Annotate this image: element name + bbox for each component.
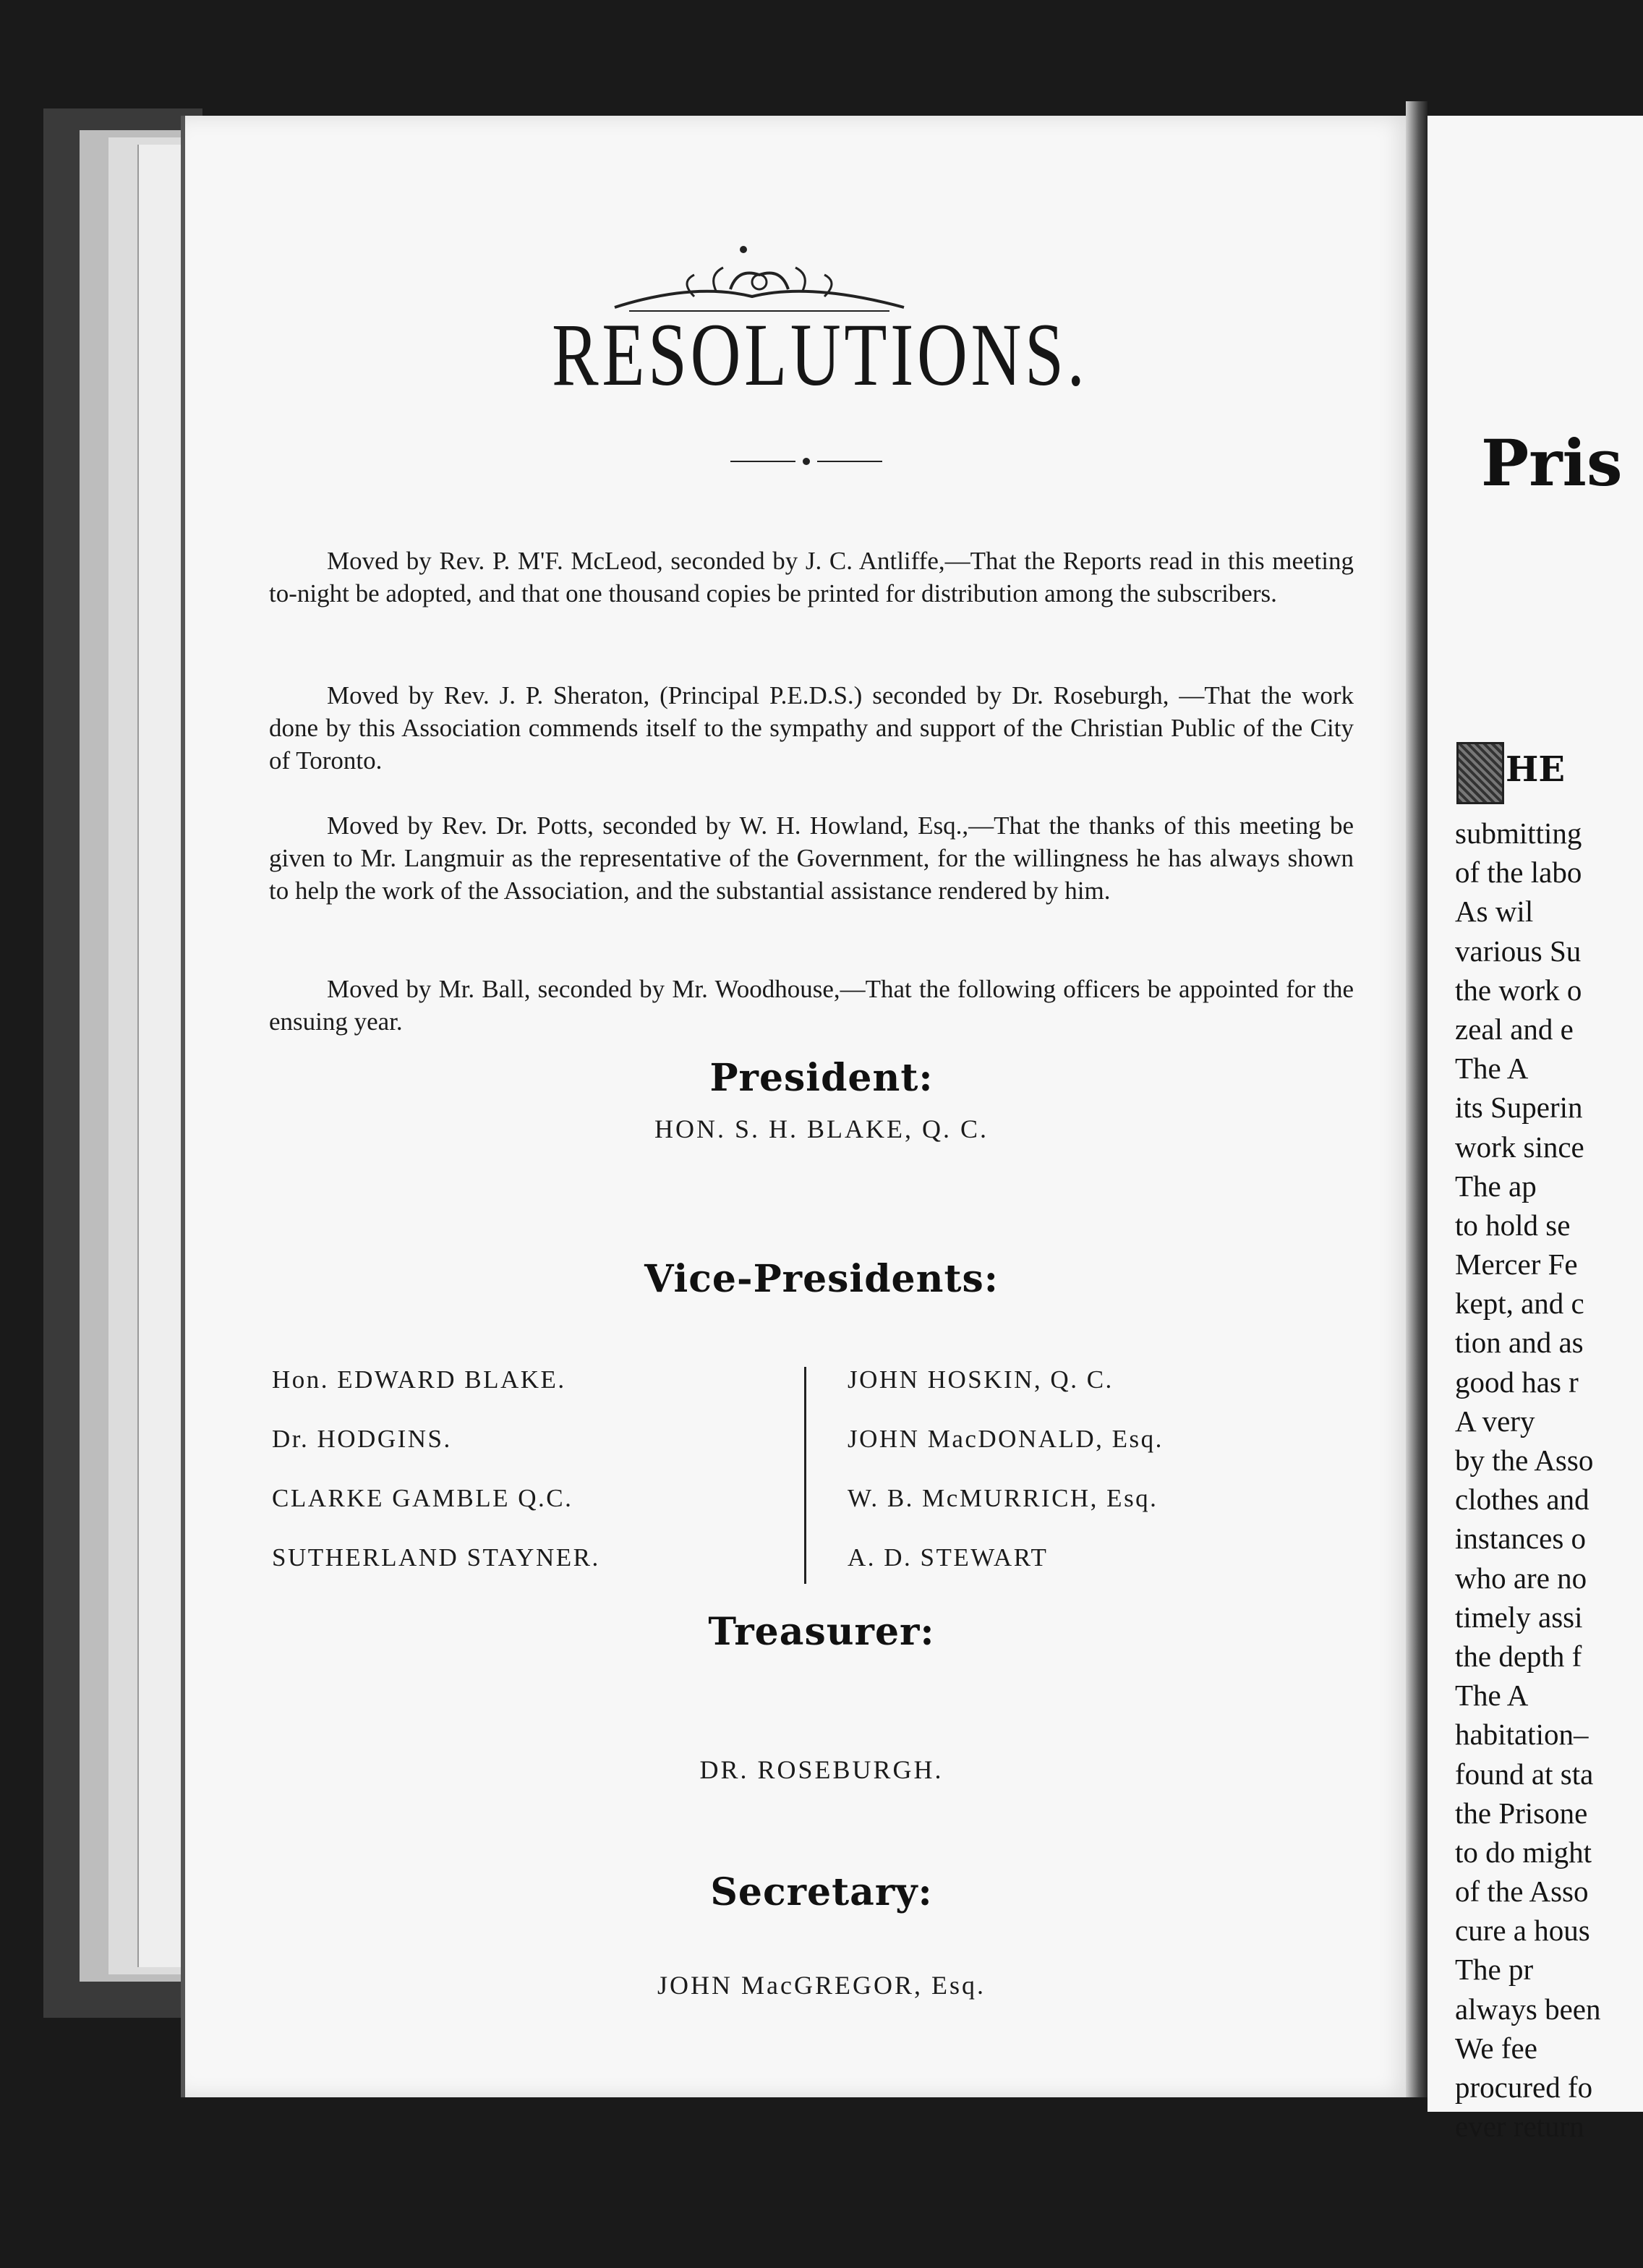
text-line: A very bbox=[1455, 1404, 1535, 1438]
page-title: RESOLUTIONS. bbox=[552, 305, 1088, 404]
text-line: to hold se bbox=[1455, 1208, 1571, 1242]
text-line: the Prisone bbox=[1455, 1796, 1588, 1830]
text-line: its Superin bbox=[1455, 1091, 1583, 1125]
resolution-paragraph: Moved by Rev. Dr. Potts, seconded by W. H. Howland, Esq.,—That the thanks of this meeting be given to Mr. Langmuir as the representative of the Government, for the willingness he has always shown to help the work of the Association, and the substantial assistance rendered by him. bbox=[269, 811, 1354, 905]
vice-president-name: CLARKE GAMBLE Q.C. bbox=[272, 1484, 573, 1512]
text-line: the work o bbox=[1455, 973, 1582, 1007]
text-line: zeal and e bbox=[1455, 1012, 1574, 1046]
divider-rule bbox=[730, 454, 882, 469]
secretary-heading: Secretary: bbox=[710, 1870, 933, 1914]
text-line: The A bbox=[1455, 1679, 1529, 1713]
text-line: cure a hous bbox=[1455, 1914, 1590, 1948]
text-line: The pr bbox=[1455, 1953, 1534, 1987]
text-line: ever return bbox=[1455, 2110, 1584, 2144]
left-page bbox=[181, 116, 1414, 2097]
resolution-paragraph: Moved by Rev. J. P. Sheraton, (Principal P.E.D.S.) seconded by Dr. Roseburgh, —That the work done by this Association commends itself to the sympathy and support of the Christian Public of the City of Toronto. bbox=[269, 681, 1354, 775]
treasurer-heading: Treasurer: bbox=[708, 1610, 935, 1654]
right-page bbox=[1428, 116, 1643, 2144]
treasurer-name: DR. ROSEBURGH. bbox=[699, 1755, 944, 1784]
text-line: found at sta bbox=[1455, 1757, 1594, 1791]
secretary-name: JOHN MacGREGOR, Esq. bbox=[657, 1971, 986, 2000]
vice-presidents-heading: Vice-Presidents: bbox=[644, 1257, 999, 1301]
vice-president-name: W. B. McMURRICH, Esq. bbox=[848, 1484, 1158, 1512]
vice-presidents-left-list bbox=[272, 1365, 600, 1603]
text-line: of the Asso bbox=[1455, 1875, 1589, 1909]
president-name: HON. S. H. BLAKE, Q. C. bbox=[654, 1114, 989, 1143]
text-line: the depth f bbox=[1455, 1639, 1582, 1673]
text-line: instances o bbox=[1455, 1522, 1587, 1556]
text-line: timely assi bbox=[1455, 1600, 1583, 1634]
text-line: always been bbox=[1455, 1992, 1601, 2026]
text-line: As wil bbox=[1455, 895, 1534, 929]
vice-presidents-right-list bbox=[848, 1365, 1164, 1603]
right-page-text bbox=[1455, 816, 1601, 2148]
decorative-initial-icon bbox=[1456, 742, 1504, 804]
text-line: clothes and bbox=[1455, 1483, 1589, 1517]
vice-president-name: SUTHERLAND STAYNER. bbox=[272, 1543, 600, 1572]
president-heading: President: bbox=[709, 1056, 934, 1100]
column-divider bbox=[804, 1367, 806, 1584]
vice-president-name: Dr. HODGINS. bbox=[272, 1425, 452, 1453]
text-line: work since bbox=[1455, 1130, 1584, 1164]
vice-president-name: Hon. EDWARD BLAKE. bbox=[272, 1365, 566, 1394]
text-line: to do might bbox=[1455, 1835, 1592, 1869]
text-line: who are no bbox=[1455, 1561, 1587, 1595]
vice-president-name: JOHN HOSKIN, Q. C. bbox=[848, 1365, 1114, 1394]
vice-president-name: A. D. STEWART bbox=[848, 1543, 1049, 1572]
right-page-heading: Pris bbox=[1481, 425, 1623, 500]
resolution-paragraph: Moved by Rev. P. M'F. McLeod, seconded by J. C. Antliffe,—That the Reports read in this meeting to-night be adopted, and that one thousand copies be printed for distribution among the subscribers. bbox=[269, 547, 1354, 608]
vice-president-name: JOHN MacDONALD, Esq. bbox=[848, 1425, 1164, 1453]
text-line: tion and as bbox=[1455, 1326, 1584, 1360]
text-line: various Su bbox=[1455, 934, 1582, 968]
text-line: kept, and c bbox=[1455, 1287, 1584, 1321]
text-line: of the labo bbox=[1455, 856, 1582, 890]
text-line: good has r bbox=[1455, 1365, 1579, 1399]
text-line: procured fo bbox=[1455, 2071, 1593, 2104]
right-page-initial-text: HE bbox=[1506, 749, 1565, 790]
text-line: submitting bbox=[1455, 817, 1582, 850]
text-line: Mercer Fe bbox=[1455, 1248, 1578, 1282]
text-line: The ap bbox=[1455, 1169, 1537, 1203]
text-line: by the Asso bbox=[1455, 1444, 1594, 1477]
text-line: habitation– bbox=[1455, 1718, 1589, 1752]
text-line: We fee bbox=[1455, 2031, 1537, 2065]
resolution-paragraph: Moved by Mr. Ball, seconded by Mr. Woodhouse,—That the following officers be appointed for the ensuing year. bbox=[269, 975, 1354, 1036]
text-line: The A bbox=[1455, 1052, 1529, 1086]
